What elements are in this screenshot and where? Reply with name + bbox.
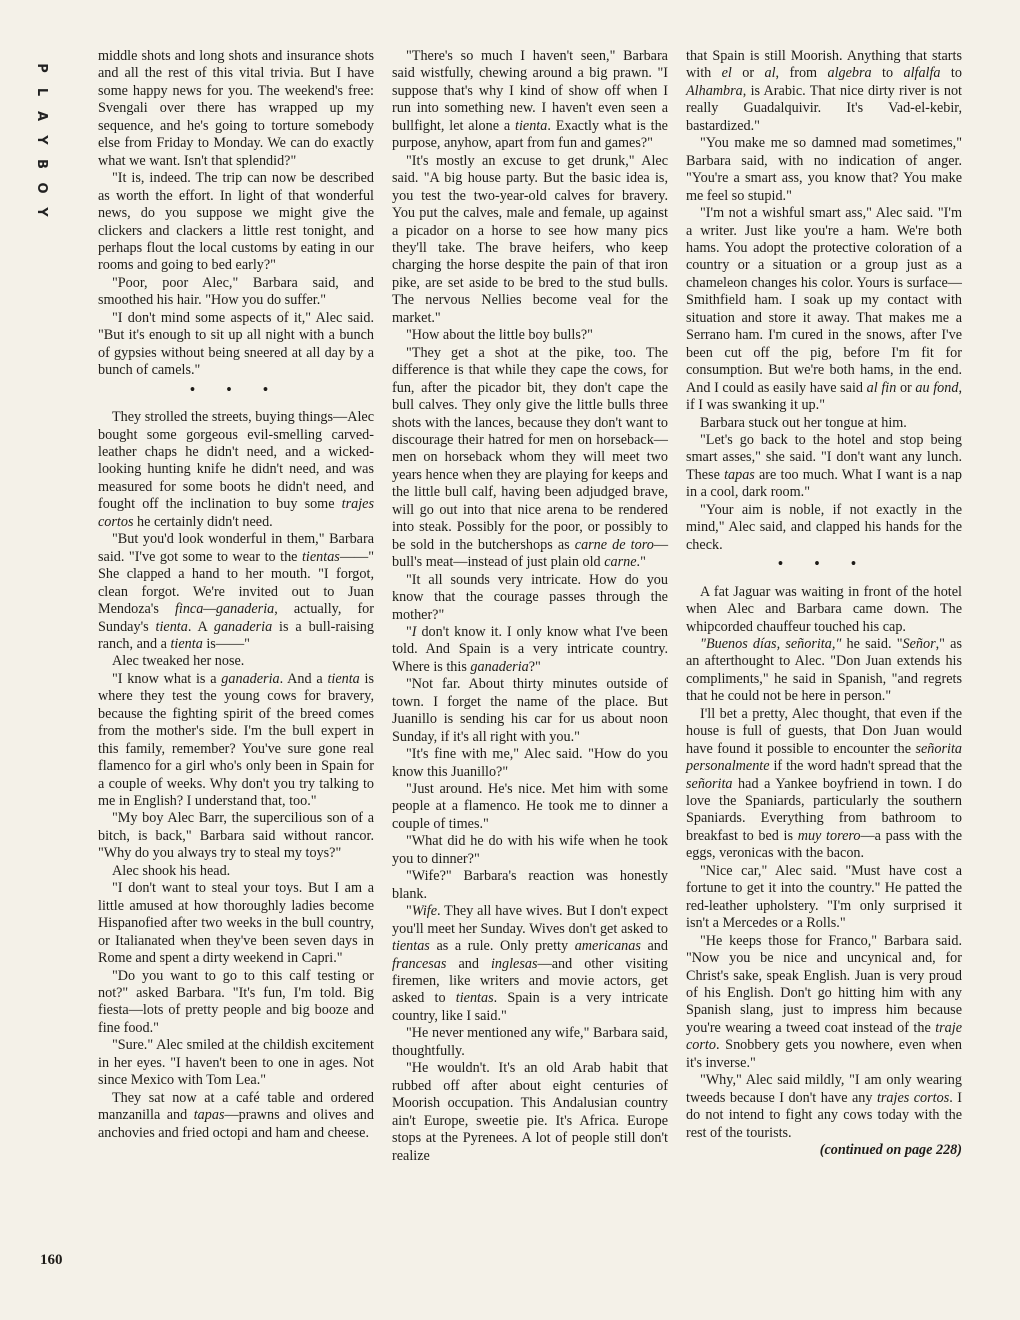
paragraph: "Poor, poor Alec," Barbara said, and smoothed his hair. "How you do suffer." [98,274,374,309]
paragraph: "He never mentioned any wife," Barbara said, thoughtfully. [392,1025,668,1059]
page-number: 160 [40,1252,63,1268]
paragraph: Barbara stuck out her tongue at him. [700,414,907,431]
paragraph: "Do you want to go to this calf testing or not?" asked Barbara. "It's fun, I'm told. Big fiesta—lots of pretty people and big booze and fine food." [98,967,374,1036]
column-3 [686,48,962,1160]
paragraph: "I don't mind some aspects of it," Alec said. "But it's enough to sit up all night with a bunch of gypsies without being sneered at all day by a bunch of camels." [98,309,374,379]
paragraph: "Wife?" Barbara's reaction was honestly blank. [392,868,668,902]
paragraph: "Not far. About thirty minutes outside of town. I forget the name of the place. But Juanillo is sending his car for us about noon Sunday, if it's all right with you." [392,676,668,745]
mag-letter: L [34,87,49,97]
paragraph: Alec tweaked her nose. [112,653,245,670]
paragraph: that Spain is still Moorish. Anything that starts with el or al, from algebra to alfalfa to Alhambra, is Arabic. That nice dirty river is not really Guadalquivir. It's Vad-el-kebir, bastardized." [686,48,962,134]
paragraph: Alec shook his head. [112,862,231,879]
paragraph: "But you'd look wonderful in them," Barbara said. "I've got some to wear to the tientas——" She clapped a hand to her mouth. "I forgot, clean forgot. We're invited out to Juan Mendoza's finca—ganaderia, actually, for Sunday's tienta. A ganaderia is a bull-raising ranch, and a tienta is——" [98,531,374,652]
paragraph: "Just around. He's nice. Met him with some people at a flamenco. He took me to dinner a couple of times." [392,781,668,832]
paragraph: I'll bet a pretty, Alec thought, that even if the house is full of guests, that Don Juan would have found it possible to encounter the señorita personalmente if the word hadn't spread that the señorita had a Yankee boyfriend in town. I do love the Spaniards, particularly the southern Spaniards. Everything from bathroom to breakfast to bed is muy torero—a pass with the eggs, veronicas with the bacon. [686,705,962,862]
paragraph: "I know what is a ganaderia. And a tienta is where they test the young cows for bravery, because the fighting spirit of the breed comes from the mother's side. I'm the bull expert in this family, remember? You've sure gone real flamenco for a girl who's only been in Spain for a couple of weeks. Why don't you try talking to me in English? I understand that, too." [98,670,374,810]
paragraph: "My boy Alec Barr, the supercilious son of a bitch, is back," Barbara said without rancor. "Why do you always try to steal my toys?" [98,810,374,862]
paragraph: "They get a shot at the pike, too. The difference is that while they cape the cows, for fun, after the picador bit, they don't cape the bull calves. They only give the little bulls three shots with the lances, because they don't want to discourage their hatred for men on horseback—men on horseback whom they will meet two years hence when they are playing for keeps and the little bull calf, having been adjudged brave, will go out into that nice arena to be rendered into steak. Possibly for the poor, or possibly to be sold in the butchershops as carne de toro—bull's meat—instead of just plain old carne." [392,344,668,571]
paragraph: "How about the little boy bulls?" [406,327,593,344]
paragraph: "It's fine with me," Alec said. "How do you know this Juanillo?" [392,746,668,780]
paragraph: "He wouldn't. It's an old Arab habit that rubbed off after about eight centuries of Moorish occupation. This Andalusian country ain't Europe, sweetie pie. It's Africa. Europe stops at the Pyrenees. A lot of people still don't realize [392,1060,668,1164]
section-break: • • • [190,381,282,398]
paragraph: They sat now at a café table and ordered manzanilla and tapas—prawns and olives and anchovies and fried octopi and ham and cheese. [98,1089,374,1141]
paragraph: "I don't know it. I only know what I've been told. And Spain is a very intricate country. Where is this ganaderia?" [392,623,668,675]
paragraph: A fat Jaguar was waiting in front of the hotel when Alec and Barbara came down. The whipcorded chauffeur touched his cap. [686,583,962,635]
mag-letter: Y [34,207,49,217]
paragraph: "He keeps those for Franco," Barbara said. "Now you be nice and uncynical and, for Christ's sake, speak English. Juan is very proud of his English. Don't go hitting him with any Spanish slang, just to impress him because you're wearing a tweed coat instead of the traje corto. Snobbery gets you nowhere, even when it's inverse." [686,932,962,1071]
paragraph: "I'm not a wishful smart ass," Alec said. "I'm a writer. Just like you're a ham. We're both hams. You adopt the protective coloration of a country or a situation or a group just as a chameleon changes his color. Yours is surface—Smithfield ham. I soak up my contact with situation and store it away. That makes me a Serrano ham. I'm cured in the snows, after I've been cut off the pig, before I'm fit for consumption. But we're both hams, in the end. And I could as easily have said al fin or au fond, if I was swanking it up." [686,205,962,414]
magazine-vertical-title [32,56,50,226]
paragraph: "Why," Alec said mildly, "I am only wearing tweeds because I don't have any trajes cortos. I do not intend to fight any cows today with the rest of the tourists. [686,1072,962,1141]
paragraph: They strolled the streets, buying things—Alec bought some gorgeous evil-smelling carved-leather chaps he didn't need, and a wicked-looking hunting knife he didn't need, and was measured for some boots he didn't need, and fought off the inclination to buy some trajes cortos he certainly didn't need. [98,409,374,530]
mag-letter: O [34,182,49,194]
paragraph: "Your aim is noble, if not exactly in the mind," Alec said, and clapped his hands for the check. [686,501,962,553]
section-break: • • • [778,556,870,573]
paragraph: "It's mostly an excuse to get drunk," Alec said. "A big house party. But the basic idea is, you test the two-year-old calves for bravery. You put the calves, male and female, up against a picador on a horse to see how many pics they'll take. The brave heifers, who keep charging the horse despite the pain of that iron pike, are set aside to be bred to the stud bulls. The nervous Nellies become veal for the market." [392,152,668,326]
paragraph: "I don't want to steal your toys. But I am a little amused at how thoroughly ladies become Hispanofied after two weeks in the bull country, or Italianated when they've been seven days in Rome and spent a dirty weekend in Capri." [98,880,374,967]
paragraph: middle shots and long shots and insurance shots and all the rest of this vital trivia. But I have some happy news for you. The weekend's free: Svengali over there has wrapped up my sequence, and he's going to torture somebody else from Friday to Monday. We can do exactly what we want. Isn't that splendid?" [98,48,374,169]
paragraph: "Nice car," Alec said. "Must have cost a fortune to get it into the country." He patted the red-leather upholstery. "I'm only surprised it isn't a Mercedes or a Rolls." [686,862,962,932]
column-2 [392,48,668,1165]
paragraph: "It is, indeed. The trip can now be described as worth the effort. In light of that wonderful news, do you suppose we might give the clickers and clackers a little rest tonight, and perhaps flout the local customs by eating in our rooms and going to bed early?" [98,170,374,274]
paragraph: "Wife. They all have wives. But I don't expect you'll meet her Sunday. Wives don't get asked to tientas as a rule. Only pretty americanas and francesas and inglesas—and other visiting firemen, like writers and movie actors, get asked to tientas. Spain is a very intricate country, like I said." [392,903,669,1024]
paragraph: "There's so much I haven't seen," Barbara said wistfully, chewing around a big prawn. "I suppose that's why I kind of show off when I run into something new. I haven't even seen a bullfight, let alone a tienta. Exactly what is the purpose, anyhow, apart from fun and games?" [392,48,668,152]
mag-letter: A [34,110,49,122]
mag-letter: B [34,159,49,169]
mag-letter: P [34,63,49,73]
mag-letter: Y [34,135,49,145]
continued-note[interactable]: (continued on page 228) [819,1142,962,1159]
paragraph: "You make me so damned mad sometimes," Barbara said, with no indication of anger. "You're a smart ass, you know that? You make me feel so stupid." [686,135,962,204]
column-1 [98,48,374,1142]
paragraph: "It all sounds very intricate. How do you know that the courage passes through the mother?" [392,571,668,623]
paragraph: "What did he do with his wife when he took you to dinner?" [392,833,668,867]
paragraph: "Buenos días, señorita," he said. "Señor," as an afterthought to Alec. "Don Juan extends his compliments," he said in Spanish, "and regrets that he could not be here in person." [686,635,962,705]
paragraph: "Sure." Alec smiled at the childish excitement in her eyes. "I haven't been to one in ages. Not since Mexico with Tom Lea." [98,1037,374,1089]
paragraph: "Let's go back to the hotel and stop being smart asses," she said. "I don't want any lunch. These tapas are too much. What I want is a nap in a cool, dark room." [686,431,962,501]
